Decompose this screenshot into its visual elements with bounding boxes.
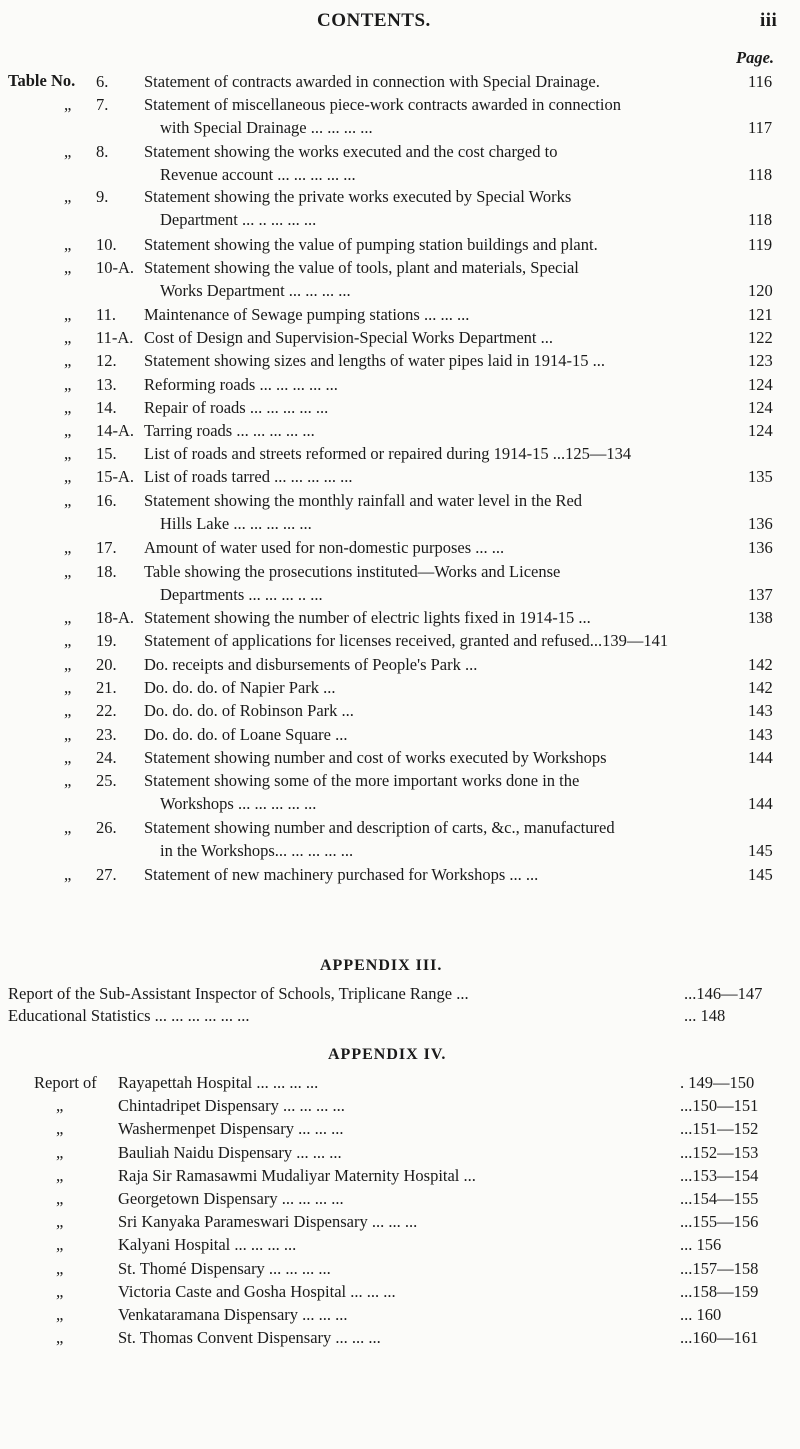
entry-page: 143 — [748, 725, 773, 744]
entry-number: 11-A. — [96, 328, 134, 347]
ditto-mark: „ — [64, 818, 72, 837]
ditto-mark: „ — [56, 1258, 64, 1278]
entry-number: 9. — [96, 187, 109, 206]
entry-title: Table showing the prosecutions instituted—Works and License — [144, 562, 561, 581]
entry-number: 18-A. — [96, 608, 135, 627]
ditto-mark: „ — [64, 725, 72, 744]
appendix-entry: Raja Sir Ramasawmi Mudaliyar Maternity Hospital ... — [118, 1165, 476, 1185]
entry-number: 7. — [96, 95, 109, 114]
entry-title: Tarring roads ... ... ... ... ... — [144, 421, 315, 440]
appendix-entry: St. Thomé Dispensary ... ... ... ... — [118, 1258, 331, 1278]
entry-page: 124 — [748, 421, 773, 440]
appendix-entry-page: ... 156 — [680, 1235, 722, 1255]
ditto-mark: „ — [64, 865, 72, 884]
entry-number: 16. — [96, 491, 117, 510]
ditto-mark: „ — [56, 1142, 64, 1162]
entry-title: Statement of applications for licenses received, granted and refused...139—141 — [144, 631, 669, 650]
entry-number: 10. — [96, 235, 117, 254]
entry-title: List of roads and streets reformed or repaired during 1914-15 ...125—134 — [144, 444, 632, 463]
appendix-entry-page: ...154—155 — [680, 1189, 759, 1208]
entry-number: 13. — [96, 375, 117, 394]
entry-page: 145 — [748, 865, 773, 884]
appendix-entry: Sri Kanyaka Parameswari Dispensary ... ... ... — [118, 1212, 418, 1232]
appendix-entry-page: ...160—161 — [680, 1328, 759, 1348]
appendix-entry-page: ...146—147 — [684, 984, 763, 1003]
entry-number: 8. — [96, 142, 109, 161]
ditto-mark: „ — [64, 538, 72, 557]
entry-page: 138 — [748, 608, 773, 627]
ditto-mark: „ — [64, 187, 72, 206]
entry-page: 142 — [748, 678, 773, 697]
ditto-mark: „ — [64, 305, 72, 324]
ditto-mark: „ — [64, 678, 72, 697]
ditto-mark: „ — [64, 655, 72, 674]
entry-page: 135 — [748, 467, 773, 486]
entry-number: 15. — [96, 444, 117, 463]
entry-title: Cost of Design and Supervision-Special Works Department ... — [144, 328, 553, 347]
entry-page: 142 — [748, 655, 773, 674]
ditto-mark: „ — [64, 142, 72, 161]
entry-page: 137 — [748, 585, 773, 604]
ditto-mark: „ — [64, 748, 72, 767]
entry-page: 118 — [748, 210, 773, 229]
entry-title: Maintenance of Sewage pumping stations ... ... ... — [144, 305, 470, 324]
entry-page: 117 — [748, 118, 773, 137]
appendix-entry: Victoria Caste and Gosha Hospital ... ... ... — [118, 1281, 396, 1301]
ditto-mark: „ — [56, 1096, 64, 1116]
entry-title: Statement showing sizes and lengths of water pipes laid in 1914-15 ... — [144, 351, 606, 370]
ditto-mark: „ — [64, 95, 72, 114]
entry-title: Statement of miscellaneous piece-work contracts awarded in connection — [144, 95, 621, 114]
appendix-entry: Chintadripet Dispensary ... ... ... ... — [118, 1096, 345, 1116]
entry-title: Do. receipts and disbursements of People's Park ... — [144, 655, 478, 674]
appendix-entry: Bauliah Naidu Dispensary ... ... ... — [118, 1142, 342, 1162]
entry-title: Statement showing the value of tools, plant and materials, Special — [144, 258, 579, 277]
entry-page: 123 — [748, 351, 773, 370]
entry-page: 121 — [748, 305, 773, 324]
entry-number: 12. — [96, 351, 117, 370]
appendix-entry: St. Thomas Convent Dispensary ... ... ... — [118, 1328, 381, 1348]
appendix-entry: Kalyani Hospital ... ... ... ... — [118, 1235, 297, 1255]
entry-number: 17. — [96, 538, 117, 557]
ditto-mark: „ — [64, 631, 72, 650]
ditto-mark: „ — [64, 398, 72, 417]
ditto-mark: „ — [64, 421, 72, 440]
appendix-entry: Report of the Sub-Assistant Inspector of Schools, Triplicane Range ... — [8, 984, 469, 1003]
entry-number: 20. — [96, 655, 117, 674]
appendix-entry-page: ...157—158 — [680, 1258, 759, 1278]
appendix-entry-page: ... 160 — [680, 1305, 722, 1324]
appendix-entry-page: ...152—153 — [680, 1142, 759, 1162]
entry-title: List of roads tarred ... ... ... ... ... — [144, 467, 353, 486]
ditto-mark: „ — [56, 1328, 64, 1348]
table-no-label: Table No. — [8, 71, 76, 90]
entry-number: 22. — [96, 701, 117, 720]
ditto-mark: „ — [64, 467, 72, 486]
report-of-label: Report of — [34, 1073, 97, 1092]
entry-number: 21. — [96, 678, 117, 697]
entry-title: Statement showing the number of electric lights fixed in 1914-15 ... — [144, 608, 591, 627]
appendix-entry: Georgetown Dispensary ... ... ... ... — [118, 1189, 344, 1208]
entry-title: Statement of contracts awarded in connection with Special Drainage. — [144, 72, 600, 91]
ditto-mark: „ — [64, 444, 72, 463]
appendix-entry-page: . 149—150 — [680, 1073, 755, 1092]
entry-title: Do. do. do. of Loane Square ... — [144, 725, 348, 744]
ditto-mark: „ — [64, 375, 72, 394]
entry-title: Statement showing the private works executed by Special Works — [144, 187, 572, 206]
entry-title: Hills Lake ... ... ... ... ... — [160, 514, 312, 533]
appendix-entry: Educational Statistics ... ... ... ... ... ... — [8, 1006, 250, 1025]
entry-title: Workshops ... ... ... ... ... — [160, 794, 317, 813]
entry-title: Statement showing the monthly rainfall and water level in the Red — [144, 491, 583, 510]
appendix-3-heading: APPENDIX III. — [320, 957, 443, 974]
ditto-mark: „ — [64, 235, 72, 254]
entry-page: 136 — [748, 514, 773, 533]
appendix-entry: Venkataramana Dispensary ... ... ... — [118, 1305, 348, 1324]
entry-number: 10-A. — [96, 258, 135, 277]
ditto-mark: „ — [64, 258, 72, 277]
entry-page: 120 — [748, 281, 773, 300]
entry-title: with Special Drainage ... ... ... ... — [160, 118, 373, 137]
entry-number: 14. — [96, 398, 117, 417]
entry-number: 19. — [96, 631, 117, 650]
entry-title: Statement showing number and cost of works executed by Workshops — [144, 748, 607, 767]
entry-number: 15-A. — [96, 467, 135, 486]
entry-title: Do. do. do. of Napier Park ... — [144, 678, 336, 697]
entry-page: 122 — [748, 328, 773, 347]
entry-page: 143 — [748, 701, 773, 720]
page-column-label: Page. — [736, 48, 775, 67]
ditto-mark: „ — [56, 1235, 64, 1255]
entry-title: Repair of roads ... ... ... ... ... — [144, 398, 329, 417]
entry-number: 26. — [96, 818, 117, 837]
entry-title: Statement showing the works executed and the cost charged to — [144, 142, 558, 161]
ditto-mark: „ — [56, 1119, 64, 1139]
entry-page: 118 — [748, 165, 773, 184]
ditto-mark: „ — [64, 328, 72, 347]
appendix-entry-page: ...153—154 — [680, 1165, 759, 1185]
entry-page: 116 — [748, 72, 773, 91]
entry-title: Do. do. do. of Robinson Park ... — [144, 701, 354, 720]
ditto-mark: „ — [64, 701, 72, 720]
ditto-mark: „ — [64, 351, 72, 370]
entry-number: 23. — [96, 725, 117, 744]
entry-title: Revenue account ... ... ... ... ... — [160, 165, 356, 184]
entry-number: 27. — [96, 865, 117, 884]
appendix-entry-page: ...150—151 — [680, 1096, 759, 1116]
entry-title: Statement showing some of the more important works done in the — [144, 771, 580, 790]
ditto-mark: „ — [64, 562, 72, 581]
entry-number: 24. — [96, 748, 117, 767]
entry-number: 18. — [96, 562, 117, 581]
ditto-mark: „ — [56, 1212, 64, 1232]
entry-title: Statement of new machinery purchased for Workshops ... ... — [144, 865, 539, 884]
appendix-4-heading: APPENDIX IV. — [328, 1046, 447, 1063]
appendix-entry: Rayapettah Hospital ... ... ... ... — [118, 1073, 319, 1092]
entry-page: 119 — [748, 235, 773, 254]
entry-page: 124 — [748, 375, 773, 394]
ditto-mark: „ — [56, 1165, 64, 1185]
ditto-mark: „ — [56, 1281, 64, 1301]
entry-title: Department ... .. ... ... ... — [160, 210, 317, 229]
appendix-entry-page: ...151—152 — [680, 1119, 759, 1139]
appendix-entry-page: ... 148 — [684, 1006, 726, 1025]
entry-title: in the Workshops... ... ... ... ... — [160, 841, 354, 860]
appendix-entry: Washermenpet Dispensary ... ... ... — [118, 1119, 344, 1139]
ditto-mark: „ — [56, 1189, 64, 1208]
appendix-entry-page: ...155—156 — [680, 1212, 759, 1232]
ditto-mark: „ — [56, 1305, 64, 1324]
page-number: iii — [760, 10, 778, 31]
entry-page: 144 — [748, 794, 773, 813]
entry-page: 144 — [748, 748, 773, 767]
entry-title: Works Department ... ... ... ... — [160, 281, 351, 300]
page-title: CONTENTS. — [317, 10, 431, 31]
entry-title: Amount of water used for non-domestic purposes ... ... — [144, 538, 505, 557]
entry-number: 25. — [96, 771, 117, 790]
entry-number: 14-A. — [96, 421, 135, 440]
entry-page: 136 — [748, 538, 773, 557]
entry-title: Departments ... ... ... .. ... — [160, 585, 323, 604]
entry-title: Statement showing number and description of carts, &c., manufactured — [144, 818, 615, 837]
ditto-mark: „ — [64, 771, 72, 790]
ditto-mark: „ — [64, 608, 72, 627]
entry-title: Reforming roads ... ... ... ... ... — [144, 375, 338, 394]
entry-number: 6. — [96, 72, 109, 91]
entry-page: 145 — [748, 841, 773, 860]
entry-number: 11. — [96, 305, 117, 324]
appendix-entry-page: ...158—159 — [680, 1281, 759, 1301]
entry-page: 124 — [748, 398, 773, 417]
entry-title: Statement showing the value of pumping station buildings and plant. — [144, 235, 598, 254]
ditto-mark: „ — [64, 491, 72, 510]
